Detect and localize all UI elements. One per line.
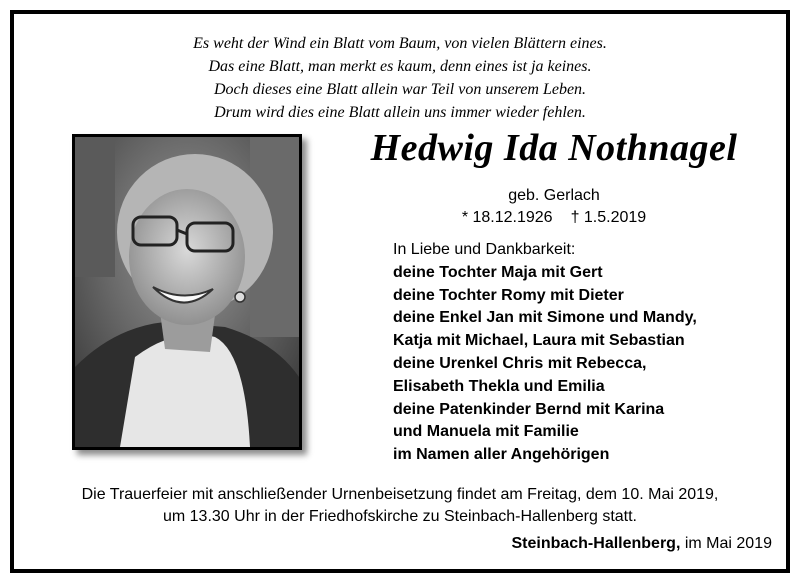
funeral-notice [14, 484, 786, 528]
poem [14, 32, 786, 124]
mourners-list [393, 239, 773, 467]
portrait-photo [72, 134, 302, 450]
poem-line: Das eine Blatt, man merkt es kaum, denn eines ist ja keines. [208, 58, 592, 75]
mourner-line: im Namen aller Angehörigen [393, 446, 610, 464]
mourner-line: Elisabeth Thekla und Emilia [393, 377, 605, 395]
deceased-name: Hedwig Ida Nothnagel [370, 127, 738, 169]
poem-line: Drum wird dies eine Blatt allein uns immer wieder fehlen. [214, 104, 586, 121]
obituary-frame [10, 10, 790, 573]
death-date: † 1.5.2019 [570, 209, 647, 226]
funeral-line: um 13.30 Uhr in der Friedhofskirche zu Steinbach-Hallenberg statt. [162, 508, 637, 525]
poem-line: Doch dieses eine Blatt allein war Teil von unserem Leben. [213, 81, 587, 98]
born-name: geb. Gerlach [508, 187, 600, 204]
portrait-photo-icon [75, 137, 299, 447]
mourner-line: deine Tochter Romy mit Dieter [393, 286, 624, 304]
mourner-line: deine Tochter Maja mit Gert [393, 263, 603, 281]
mourner-line: und Manuela mit Familie [393, 423, 579, 441]
birth-date: * 18.12.1926 [461, 209, 553, 226]
mourner-line: deine Enkel Jan mit Simone und Mandy, [393, 309, 697, 327]
funeral-line: Die Trauerfeier mit anschließender Urnenbeisetzung findet am Freitag, dem 10. Mai 2019, [81, 486, 719, 503]
signoff-date: im Mai 2019 [684, 535, 772, 552]
signoff [511, 535, 772, 553]
poem-line: Es weht der Wind ein Blatt vom Baum, von vielen Blättern eines. [193, 35, 607, 52]
mourners-intro: In Liebe und Dankbarkeit: [393, 241, 576, 258]
mourner-line: deine Patenkinder Bernd mit Karina [393, 400, 665, 418]
mourner-line: Katja mit Michael, Laura mit Sebastian [393, 332, 685, 350]
signoff-place: Steinbach-Hallenberg, [511, 535, 681, 552]
life-dates [344, 209, 764, 227]
mourner-line: deine Urenkel Chris mit Rebecca, [393, 354, 647, 372]
